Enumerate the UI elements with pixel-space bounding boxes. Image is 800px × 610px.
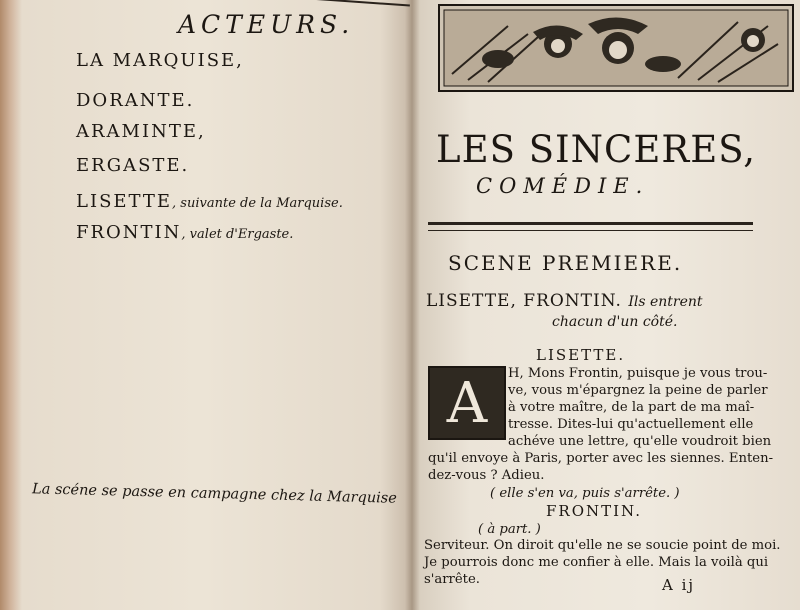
dialogue-line: Serviteur. On diroit qu'elle ne se soucie point de moi. — [424, 538, 781, 553]
play-title: LES SINCERES, — [436, 128, 757, 171]
dialogue-line: Je pourrois donc me confier à elle. Mais la voilà qui — [424, 555, 769, 570]
play-subtitle: COMÉDIE. — [476, 174, 650, 198]
drop-cap: A — [428, 366, 506, 440]
speaker-lisette: LISETTE. — [536, 346, 626, 364]
dialogue-line: s'arrête. — [424, 572, 480, 587]
dialogue-line: qu'il envoye à Paris, porter avec les siennes. Enten- — [428, 451, 774, 466]
scene-cast-stage-direction: chacun d'un côté. — [552, 314, 678, 330]
right-page — [418, 0, 800, 610]
stage-direction: ( elle s'en va, puis s'arrête. ) — [490, 486, 680, 501]
speaker-frontin: FRONTIN. — [546, 502, 642, 520]
dialogue-line: ve, vous m'épargnez la peine de parler — [508, 383, 768, 398]
character-entry: FRONTIN, valet d'Ergaste. — [76, 222, 294, 243]
headpiece-ornament — [438, 4, 794, 92]
character-entry: LA MARQUISE, — [76, 50, 244, 71]
scene-cast: LISETTE, FRONTIN. Ils entrent — [426, 291, 703, 311]
scene-heading: SCENE PREMIERE. — [448, 251, 683, 275]
dialogue-line: dez-vous ? Adieu. — [428, 468, 545, 483]
character-entry: LISETTE, suivante de la Marquise. — [76, 191, 343, 212]
cast-list-heading: ACTEURS. — [178, 10, 355, 39]
top-rule — [280, 0, 410, 7]
page-signature: A ij — [662, 576, 696, 594]
character-entry: ARAMINTE, — [76, 121, 206, 142]
dialogue-line: H, Mons Frontin, puisque je vous trou- — [508, 366, 768, 381]
scene-setting-note: La scéne se passe en campagne chez la Marquise — [31, 481, 398, 507]
dialogue-line: à votre maître, de la part de ma maî- — [508, 400, 755, 415]
character-entry: DORANTE. — [76, 90, 195, 111]
stage-direction: ( à part. ) — [478, 522, 541, 537]
double-rule — [428, 222, 753, 231]
left-page — [18, 0, 410, 610]
dialogue-line: tresse. Dites-lui qu'actuellement elle — [508, 417, 754, 432]
character-entry: ERGASTE. — [76, 155, 190, 176]
dialogue-line: achéve une lettre, qu'elle voudroit bien — [508, 434, 772, 449]
